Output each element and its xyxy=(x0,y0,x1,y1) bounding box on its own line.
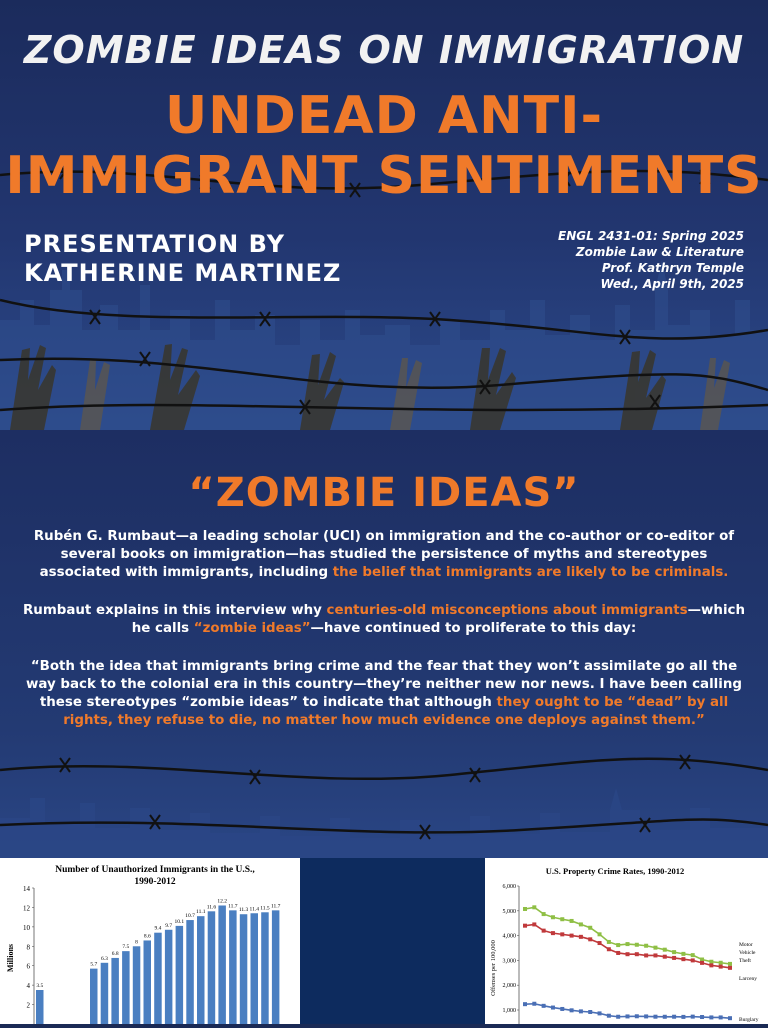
highlight-text: centuries-old misconceptions about immigrants xyxy=(326,603,688,618)
data-point xyxy=(607,947,611,951)
data-point xyxy=(709,960,713,964)
bar xyxy=(133,946,141,1024)
data-point xyxy=(672,956,676,960)
data-point xyxy=(598,941,602,945)
course-code: ENGL 2431-01: Spring 2025 xyxy=(558,229,744,243)
data-point xyxy=(570,934,574,938)
data-point xyxy=(598,932,602,936)
data-point xyxy=(551,915,555,919)
data-point xyxy=(579,935,583,939)
bar-value-label: 11.3 xyxy=(238,907,249,914)
bar xyxy=(154,933,162,1024)
data-point xyxy=(681,952,685,956)
y-tick-label: 10 xyxy=(23,923,30,932)
chart-title: Number of Unauthorized Immigrants in the U.S., xyxy=(55,865,255,875)
data-point xyxy=(579,1009,583,1013)
page-title: ZOMBIE IDEAS ON IMMIGRATION xyxy=(23,28,745,72)
bar xyxy=(122,951,130,1024)
presenter-label: PRESENTATION BY xyxy=(24,230,285,258)
data-point xyxy=(616,1015,620,1019)
bar xyxy=(251,913,259,1024)
bar xyxy=(176,926,184,1024)
subtitle-line-2: IMMIGRANT SENTIMENTS xyxy=(5,146,763,206)
data-point xyxy=(607,1014,611,1018)
y-axis xyxy=(23,885,34,1024)
data-point xyxy=(532,905,536,909)
y-tick-label: 6 xyxy=(26,962,30,971)
data-point xyxy=(644,1014,648,1018)
data-point xyxy=(551,1006,555,1010)
data-point xyxy=(560,1007,564,1011)
bar-value-label: 7.5 xyxy=(122,944,130,951)
bar-value-label: 6.3 xyxy=(101,955,108,962)
course-date: Wed., April 9th, 2025 xyxy=(600,277,744,291)
data-point xyxy=(579,922,583,926)
immigrants-bar-chart xyxy=(0,858,300,1024)
bar-value-label: 10.7 xyxy=(185,913,195,920)
bar-chart-svg xyxy=(0,858,300,1024)
data-point xyxy=(672,950,676,954)
data-point xyxy=(598,1011,602,1015)
bar-value-label: 6.8 xyxy=(111,950,119,957)
bar-value-label: 5.7 xyxy=(90,961,98,968)
bar-value-label: 9.4 xyxy=(154,925,162,932)
text-span: Rumbaut explains in this interview why xyxy=(22,603,327,618)
data-point xyxy=(719,965,723,969)
y-axis-label: Millions xyxy=(6,943,15,973)
legend-label: Burglary xyxy=(739,1017,759,1023)
data-point xyxy=(700,961,704,965)
bar-value-label: 11.5 xyxy=(260,905,270,912)
bars xyxy=(36,898,281,1024)
data-point xyxy=(728,962,732,966)
bar xyxy=(90,969,98,1024)
data-point xyxy=(663,1015,667,1019)
text-span: —which he calls xyxy=(131,603,746,636)
bar xyxy=(111,958,119,1024)
bar xyxy=(101,963,109,1024)
data-point xyxy=(626,952,630,956)
data-point xyxy=(700,1015,704,1019)
y-tick-label: 3,000 xyxy=(502,958,516,965)
data-point xyxy=(542,1004,546,1008)
data-point xyxy=(523,1002,527,1006)
data-point xyxy=(728,1016,732,1020)
data-point xyxy=(626,1014,630,1018)
bar xyxy=(218,905,226,1024)
data-point xyxy=(653,953,657,957)
data-point xyxy=(691,953,695,957)
presenter-credit xyxy=(24,230,341,288)
bar-value-label: 9.7 xyxy=(165,922,173,929)
data-point xyxy=(635,943,639,947)
data-point xyxy=(532,1002,536,1006)
data-point xyxy=(607,940,611,944)
data-point xyxy=(635,1014,639,1018)
data-point xyxy=(542,912,546,916)
presenter-name: KATHERINE MARTINEZ xyxy=(24,259,342,287)
data-point xyxy=(691,1015,695,1019)
data-point xyxy=(719,961,723,965)
data-point xyxy=(653,946,657,950)
bar xyxy=(197,916,205,1024)
y-axis xyxy=(503,884,520,1024)
y-tick-label: 6,000 xyxy=(502,884,516,890)
subtitle-line-1: UNDEAD ANTI- xyxy=(164,86,604,146)
data-point xyxy=(681,957,685,961)
series-lines xyxy=(523,905,732,1020)
data-point xyxy=(523,924,527,928)
bar xyxy=(36,990,44,1024)
data-point xyxy=(551,931,555,935)
bar-value-label: 11.7 xyxy=(228,903,238,910)
legend-label: Larceny xyxy=(739,976,758,982)
data-point xyxy=(663,948,667,952)
data-point xyxy=(719,1015,723,1019)
bar-value-label: 8 xyxy=(135,939,138,946)
data-point xyxy=(663,955,667,959)
legend xyxy=(739,942,759,1023)
bar xyxy=(261,912,269,1024)
data-point xyxy=(635,952,639,956)
bar-value-label: 11.4 xyxy=(249,906,259,913)
bar-value-label: 11.6 xyxy=(206,904,217,911)
y-tick-label: 2 xyxy=(26,1001,30,1010)
bar xyxy=(240,914,248,1024)
bar-value-label: 8.6 xyxy=(143,933,151,940)
title-slide xyxy=(0,0,768,430)
paragraph-rumbaut-interview xyxy=(22,602,746,638)
data-point xyxy=(542,929,546,933)
subtitle xyxy=(0,86,768,206)
section-heading: “ZOMBIE IDEAS” xyxy=(188,470,580,516)
data-point xyxy=(644,944,648,948)
bar xyxy=(144,940,152,1024)
bar xyxy=(272,910,280,1024)
y-tick-label: 2,000 xyxy=(502,983,516,990)
data-point xyxy=(588,1010,592,1014)
crime-rate-line-chart xyxy=(485,858,768,1024)
data-point xyxy=(560,917,564,921)
data-point xyxy=(616,943,620,947)
bar xyxy=(186,920,194,1024)
legend-label: Theft xyxy=(739,958,751,964)
paragraph-rumbaut-intro xyxy=(22,528,746,582)
zombie-ideas-slide xyxy=(0,430,768,858)
bar-value-label: 11.7 xyxy=(270,903,281,910)
chart-title: U.S. Property Crime Rates, 1990-2012 xyxy=(545,866,685,876)
highlight-text: ” xyxy=(696,713,705,728)
data-point xyxy=(523,907,527,911)
bar xyxy=(165,930,173,1024)
highlight-text: they ought to be “dead” by all rights, they refuse to die, no matter how much evidence one deploys against them. xyxy=(63,695,729,728)
data-point xyxy=(681,1015,685,1019)
data-point xyxy=(532,922,536,926)
text-span: Rubén G. Rumbaut—a leading scholar (UCI) on immigration and the co-author or co-editor of several books on immigration—has studied the persistence of myths and stereotypes associated with immigrants, including xyxy=(33,529,735,580)
data-point xyxy=(570,919,574,923)
data-point xyxy=(709,963,713,967)
data-point xyxy=(709,1015,713,1019)
data-point xyxy=(588,937,592,941)
data-point xyxy=(560,932,564,936)
y-tick-label: 4 xyxy=(26,982,30,991)
paragraph-quote xyxy=(22,658,746,730)
course-info xyxy=(558,228,744,292)
y-tick-label: 1,000 xyxy=(502,1008,516,1014)
data-point xyxy=(616,951,620,955)
bar xyxy=(208,911,216,1024)
legend-label: Vehicle xyxy=(739,950,756,956)
data-point xyxy=(588,926,592,930)
highlight-text: the belief that immigrants are likely to be criminals. xyxy=(332,565,729,580)
data-point xyxy=(728,966,732,970)
data-point xyxy=(570,1008,574,1012)
chart-title-line-2: 1990-2012 xyxy=(134,877,176,887)
bar-value-label: 3.5 xyxy=(36,983,44,989)
data-point xyxy=(691,958,695,962)
y-tick-label: 14 xyxy=(23,885,30,893)
bar-value-label: 12.2 xyxy=(217,898,227,905)
y-tick-label: 12 xyxy=(23,904,30,913)
legend-label: Motor xyxy=(739,942,753,948)
y-axis-label: Offenses per 100,000 xyxy=(490,940,497,996)
highlight-text: “zombie ideas” xyxy=(193,621,311,636)
text-span: —have continued to proliferate to this day: xyxy=(310,621,637,636)
bar xyxy=(229,910,237,1024)
bar-value-label: 11.1 xyxy=(196,909,206,916)
series-line xyxy=(525,924,730,967)
y-tick-label: 8 xyxy=(26,943,30,952)
data-point xyxy=(672,1015,676,1019)
course-professor: Prof. Kathryn Temple xyxy=(601,261,744,275)
data-point xyxy=(653,1015,657,1019)
data-point xyxy=(644,953,648,957)
bar-value-label: 10.1 xyxy=(174,918,185,925)
y-tick-label: 5,000 xyxy=(502,908,516,915)
line-chart-svg xyxy=(485,858,768,1024)
y-tick-label: 4,000 xyxy=(502,933,516,940)
data-point xyxy=(626,942,630,946)
course-name: Zombie Law & Literature xyxy=(575,245,744,259)
text-span: “Both the idea that immigrants bring crime and the fear that they won’t assimilate go all the way back to the colonial era in this country—they’re neither new nor news. I have been calling these stereotypes “zombie ideas” to indicate that although xyxy=(26,659,742,710)
